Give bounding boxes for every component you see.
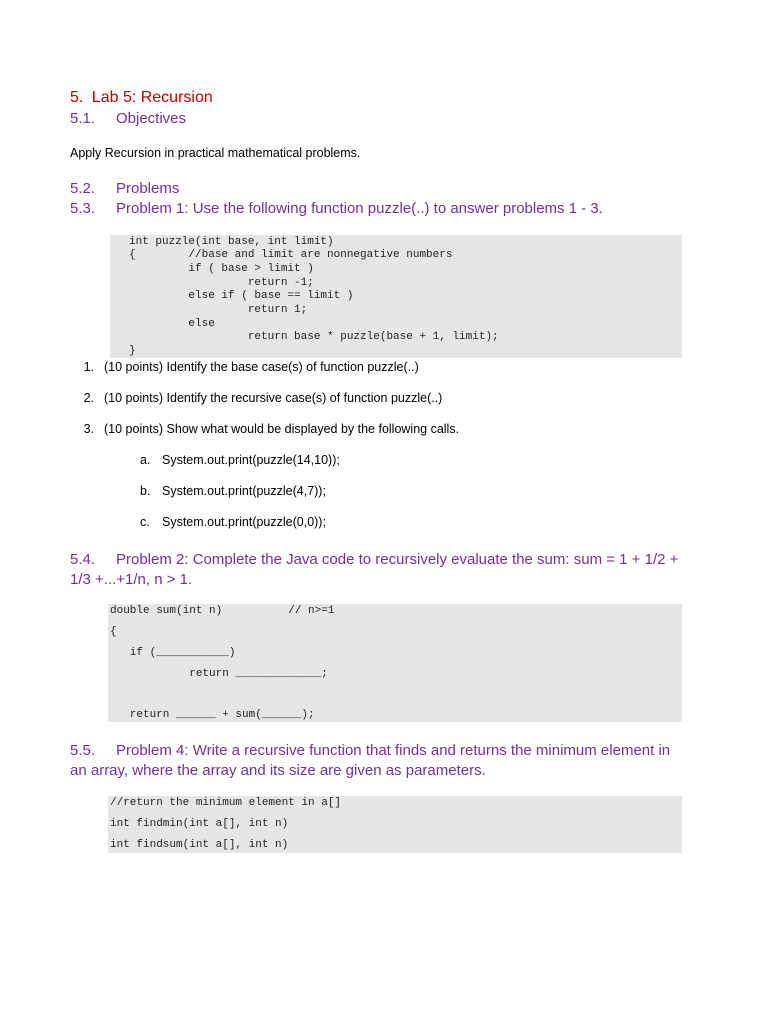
code-line: int findmin(int a[], int n) xyxy=(110,818,289,830)
objectives-heading xyxy=(70,110,186,127)
problem4-heading xyxy=(70,741,690,781)
code-line: { //base and limit are nonnegative numbers xyxy=(129,249,453,261)
list-item-number: 2. xyxy=(83,391,94,405)
problem1-heading xyxy=(70,200,603,217)
call-item xyxy=(140,484,326,498)
code-line: return ______ + sum(______); xyxy=(110,709,315,721)
call-text: System.out.print(puzzle(4,7)); xyxy=(162,484,326,498)
problem4-title: Problem 4: Write a recursive function that finds and returns the minimum element in an array, where the array and its size are given as parameters. xyxy=(70,742,671,779)
list-item xyxy=(70,422,459,436)
problem2-number: 5.4. xyxy=(70,551,96,568)
puzzle-code-block xyxy=(110,235,682,358)
code-line: int findsum(int a[], int n) xyxy=(110,839,289,851)
sum-code-block xyxy=(108,604,682,722)
call-text: System.out.print(puzzle(0,0)); xyxy=(162,515,326,529)
call-item xyxy=(140,453,340,467)
call-letter: b. xyxy=(140,484,151,498)
problems-heading xyxy=(70,180,179,197)
objectives-text: Apply Recursion in practical mathematical problems. xyxy=(70,146,361,160)
code-line: double sum(int n) // n>=1 xyxy=(110,605,335,617)
code-line: } xyxy=(129,345,136,357)
list-item-text: (10 points) Show what would be displayed by the following calls. xyxy=(104,422,460,436)
problems-number: 5.2. xyxy=(70,180,96,197)
code-line: if ( base > limit ) xyxy=(129,263,314,275)
call-text: System.out.print(puzzle(14,10)); xyxy=(162,453,340,467)
problems-title: Problems xyxy=(116,180,180,197)
list-item xyxy=(70,391,442,405)
section-heading xyxy=(70,89,213,107)
section-title: Lab 5: Recursion xyxy=(91,89,213,106)
list-item xyxy=(70,360,419,374)
code-line: if (___________) xyxy=(110,647,236,659)
section-number: 5. xyxy=(70,89,84,106)
list-item-number: 3. xyxy=(83,422,94,436)
problem4-number: 5.5. xyxy=(70,742,96,759)
findmin-code-block xyxy=(108,796,682,853)
code-line: { xyxy=(110,626,117,638)
problem1-number: 5.3. xyxy=(70,200,96,217)
list-item-text: (10 points) Identify the base case(s) of function puzzle(..) xyxy=(104,360,419,374)
code-line: return _____________; xyxy=(110,668,328,680)
list-item-text: (10 points) Identify the recursive case(s) of function puzzle(..) xyxy=(104,391,443,405)
problem2-heading xyxy=(70,550,690,590)
objectives-title: Objectives xyxy=(116,110,187,127)
call-item xyxy=(140,515,326,529)
code-line: //return the minimum element in a[] xyxy=(110,797,342,809)
objectives-number: 5.1. xyxy=(70,110,96,127)
code-line: return -1; xyxy=(129,277,314,289)
code-line: int puzzle(int base, int limit) xyxy=(129,236,334,248)
problem1-title: Problem 1: Use the following function puzzle(..) to answer problems 1 - 3. xyxy=(116,200,603,217)
call-letter: c. xyxy=(140,515,150,529)
code-line: return base * puzzle(base + 1, limit); xyxy=(129,331,499,343)
problem2-title: Problem 2: Complete the Java code to recursively evaluate the sum: sum = 1 + 1/2 + 1/3 +...+1/n, n > 1. xyxy=(70,551,679,588)
code-line: return 1; xyxy=(129,304,308,316)
code-line: else xyxy=(129,318,215,330)
code-line: else if ( base == limit ) xyxy=(129,290,354,302)
call-letter: a. xyxy=(140,453,151,467)
list-item-number: 1. xyxy=(83,360,94,374)
